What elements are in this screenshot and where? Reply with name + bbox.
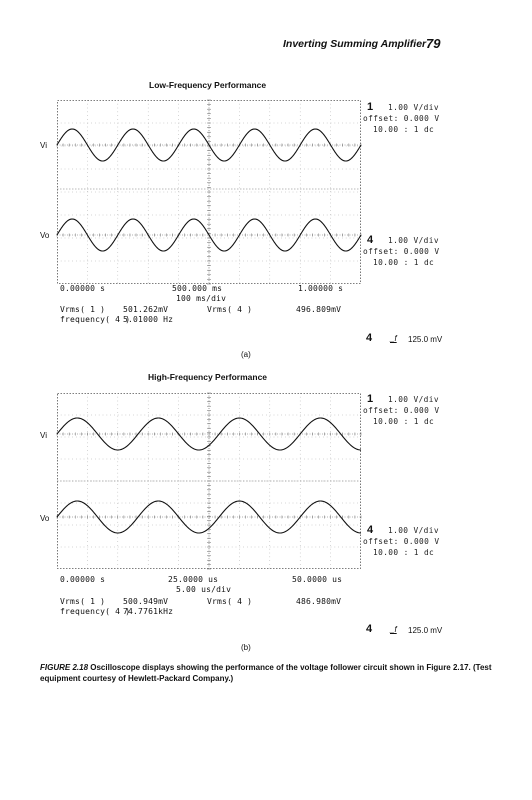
channel-4-offset: offset: 0.000 V [363, 537, 440, 546]
channel-4-offset: offset: 0.000 V [363, 247, 440, 256]
channel-1-coupling: 10.00 : 1 dc [373, 125, 435, 134]
frequency-label: frequency( 4 ) [60, 315, 131, 324]
vrms1-value: 501.262mV [123, 305, 169, 314]
page-number: 79 [426, 36, 441, 51]
time-per-div: 5.00 us/div [176, 585, 232, 594]
vrms4-label: Vrms( 4 ) [207, 597, 253, 606]
time-end: 50.0000 us [292, 575, 343, 584]
trigger-level: 125.0 mV [408, 335, 443, 344]
time-center: 25.0000 us [168, 575, 219, 584]
trigger-slope-icon: _f [390, 625, 397, 634]
channel-4-scale: 1.00 V/div [388, 526, 439, 535]
vrms4-value: 486.980mV [296, 597, 342, 606]
frequency-value: 74.7761kHz [123, 607, 174, 616]
vi-label: Vi [40, 431, 47, 440]
channel-1-number: 1 [367, 393, 374, 405]
frequency-label: frequency( 4 ) [60, 607, 131, 616]
channel-4-coupling: 10.00 : 1 dc [373, 258, 435, 267]
channel-1-scale: 1.00 V/div [388, 103, 439, 112]
channel-4-scale: 1.00 V/div [388, 236, 439, 245]
time-start: 0.00000 s [60, 284, 106, 293]
figure-caption-text: Oscilloscope displays showing the performance of the voltage follower circuit shown in Figure 2.17. (Test equipment courtesy of Hewlett-Packard Company.) [40, 663, 492, 683]
vo-label: Vo [40, 231, 50, 240]
vrms4-value: 496.809mV [296, 305, 342, 314]
vi-label: Vi [40, 141, 47, 150]
trigger-channel: 4 [366, 623, 373, 635]
trigger-level: 125.0 mV [408, 626, 443, 635]
channel-1-offset: offset: 0.000 V [363, 114, 440, 123]
oscilloscope-screen [57, 100, 361, 290]
figure-caption [40, 662, 492, 684]
time-start: 0.00000 s [60, 575, 106, 584]
channel-1-offset: offset: 0.000 V [363, 406, 440, 415]
vrms1-label: Vrms( 1 ) [60, 597, 106, 606]
channel-4-coupling: 10.00 : 1 dc [373, 548, 435, 557]
channel-1-number: 1 [367, 101, 374, 113]
panel-title: High-Frequency Performance [148, 372, 268, 382]
panel-title: Low-Frequency Performance [149, 80, 267, 90]
time-center: 500.000 ms [172, 284, 223, 293]
vrms4-label: Vrms( 4 ) [207, 305, 253, 314]
channel-1-scale: 1.00 V/div [388, 395, 439, 404]
panel-sublabel: (b) [241, 643, 251, 652]
running-head: Inverting Summing Amplifier [283, 38, 427, 50]
figure-label: FIGURE 2.18 [40, 663, 89, 672]
oscilloscope-screen [57, 393, 361, 573]
vo-label: Vo [40, 514, 50, 523]
time-end: 1.00000 s [298, 284, 344, 293]
channel-4-number: 4 [367, 234, 374, 246]
vrms1-value: 500.949mV [123, 597, 169, 606]
time-per-div: 100 ms/div [176, 294, 227, 303]
vrms1-label: Vrms( 1 ) [60, 305, 106, 314]
channel-4-number: 4 [367, 524, 374, 536]
channel-1-coupling: 10.00 : 1 dc [373, 417, 435, 426]
trigger-slope-icon: _f [390, 334, 397, 343]
trigger-channel: 4 [366, 332, 373, 344]
panel-sublabel: (a) [241, 350, 251, 359]
frequency-value: 5.01000 Hz [123, 315, 174, 324]
